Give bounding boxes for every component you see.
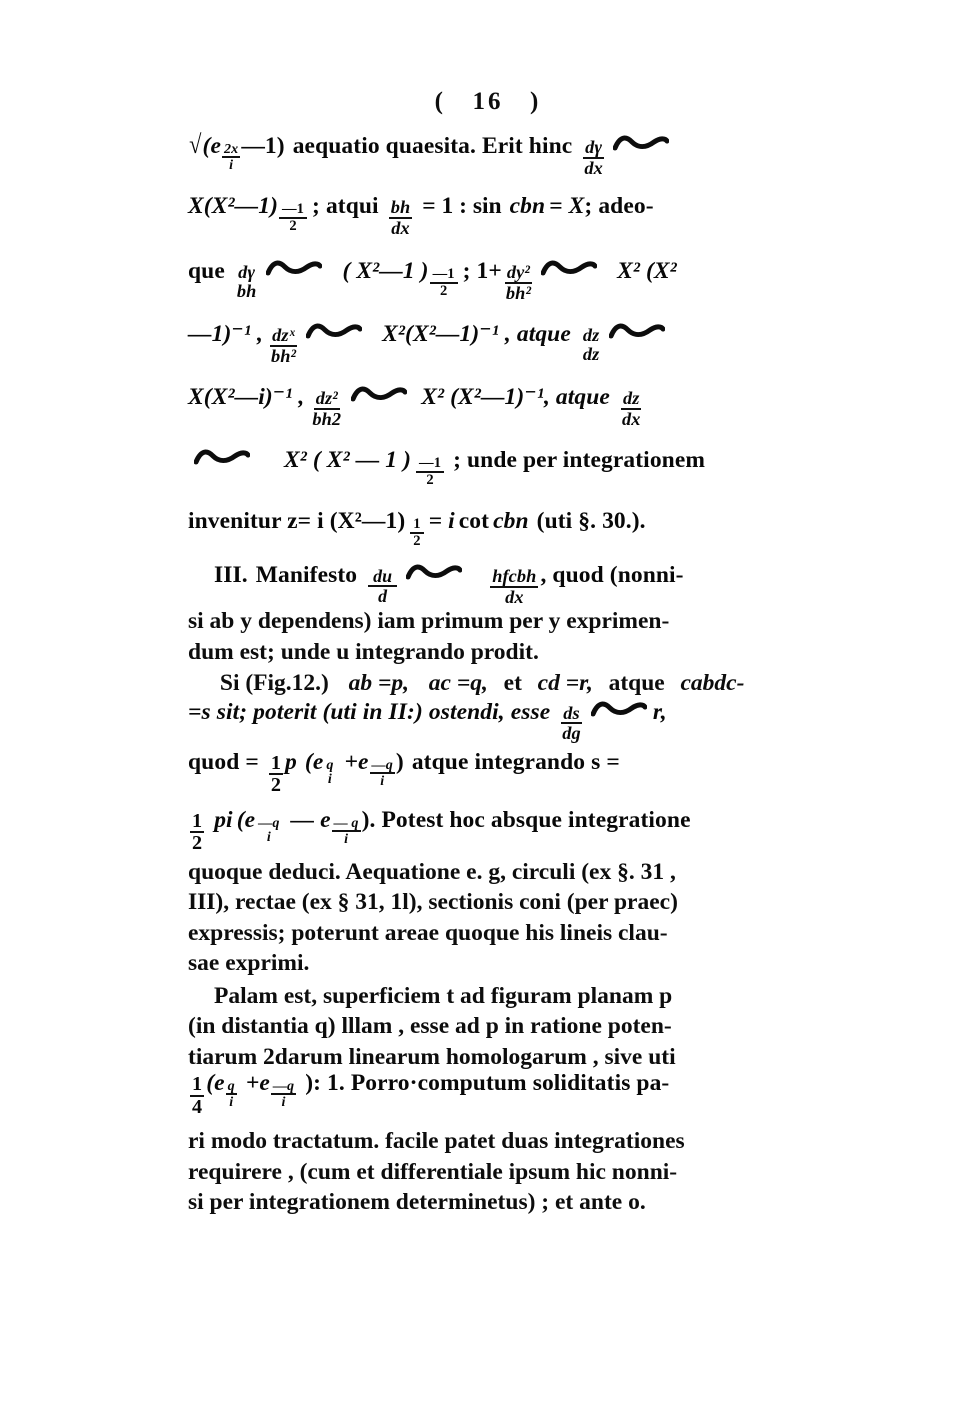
proportional-squiggle-icon [609,321,665,341]
fig12-atque: atque [608,670,665,696]
math-line-7-equality: = i [428,508,455,534]
prose-line: sae exprimi. [188,950,310,976]
math-line-12-tail: atque integrando s = [411,748,620,775]
prose-line: ri modo tractatum. facile patet duas integrationes [188,1128,685,1154]
fig12-lead: Si (Fig.12.) [219,670,329,696]
proportional-squiggle-icon [194,447,250,467]
proportional-squiggle-icon [351,384,407,404]
segment-ab-value: =p, [378,670,410,696]
page-number-open-paren: ( [434,88,446,115]
segment-ac-value: =q, [456,670,488,696]
fraction-dz-dx: $\frac{dz}{dx}$ [621,388,641,429]
fraction-bh-dx: $\frac{bh}{dx}$ [390,197,411,238]
math-line-2-cbn: cbn [509,193,546,219]
prose-line: quoque deduci. Aequatione e. g, circuli (ex §. 31 , [188,858,676,885]
math-line-13 [188,806,804,857]
math-line-20-close: ) [305,1070,314,1096]
math-line-6-tail: ; unde per integrationem [453,447,706,473]
prose-line: tiarum 2darum linearum homologarum , sive uti [188,1043,676,1070]
math-line-13-pi: pi [214,806,233,833]
fig12-et: et [503,670,522,696]
segment-cd: cd [537,670,560,696]
math-line-2-semi: ; atqui [312,193,379,219]
math-line-12-close: ) [395,748,404,775]
exponent-minus-one-half-b: $\frac{—1}{2}$ [430,267,458,298]
math-line-2-equality-2: = X [549,193,585,219]
fraction-dzx-bh2: $\frac{\text{dzˣ}}{\text{bh²}}$ [270,325,297,366]
fraction-dgamma-bh: dγ bh [236,262,257,301]
math-line-12-p: p [285,748,297,775]
prose-line [188,981,804,1012]
math-line-5-mid: X² (X²—1)⁻¹, atque [421,384,610,410]
math-line-1-text: aequatio quaesita. Erit hinc [292,133,573,159]
math-line-8-tail: , quod (nonni- [540,562,684,588]
paragraph-palam-est [188,981,804,1073]
fraction-one-half-b: $\frac{1}{2}$ [192,809,203,855]
math-line-4 [188,321,804,384]
exponent-minus-q-over-i-b: —q i [258,814,280,845]
fraction-ds-dg: $\frac{ds}{dg}$ [562,702,581,744]
prose-line-fig12 [188,668,804,699]
prose-line: III), rectae (ex § 31, 1l), sectionis coni (per praec) [188,889,678,915]
math-line-3-semi: ; 1+ [462,258,502,284]
fraction-one-half-a: $\frac{1}{2}$ [270,751,282,797]
math-line-20-open: (e [206,1070,225,1096]
math-line-11-tail: r, [652,698,667,725]
math-line-1-open: (e [202,133,222,159]
math-line-13-close: ) [361,806,370,833]
paragraph-aequatione [188,857,804,979]
exponent-one-half: $\frac{1}{2}$ [410,517,423,548]
fraction-dy2-bh2: $\frac{\text{dy²}}{\text{bh²}}$ [505,262,532,303]
prose-line: requirere , (cum et differentiale ipsum hic nonni- [188,1158,678,1185]
math-line-12-plus: +e [344,748,369,775]
page-number-value: 16 [472,88,504,115]
math-line-7-lead: invenitur z= i (X²—1) [188,508,406,534]
proportional-squiggle-icon [591,699,647,719]
math-line-2 [188,195,804,258]
exponent-minus-q-over-i-c: $\frac{— q}{i}$ [333,814,359,847]
math-line-20-tail: : 1. Porro·computum soliditatis pa- [313,1070,670,1096]
fraction-dgamma-dx: $\frac{d\gamma}{dx}$ [584,137,603,178]
math-line-8 [188,562,804,606]
fraction-du-d: $\frac{du}{d}$ [368,567,397,605]
math-line-13-open: (e [236,806,256,833]
math-line-7-cbn: cbn [493,508,529,534]
math-line-13-minus: — e [290,806,331,833]
segment-cabdc: cabdc- [680,670,745,696]
math-line-2-lhs: X(X²—1) [188,193,278,219]
paragraph-III-body [188,606,804,667]
math-line-6 [188,447,804,510]
math-line-13-tail: . Potest hoc absque integratione [369,806,691,833]
math-line-20-plus: +e [245,1070,270,1096]
fraction-dz-dz: dz dz [582,325,600,364]
proportional-squiggle-icon [266,258,322,278]
math-line-2-tail: ; adeo- [584,193,654,219]
math-line-12 [188,748,804,809]
page-number [0,88,976,116]
math-line-7 [188,510,804,562]
math-line-6-expr: X² ( X² — 1 ) [284,447,412,473]
math-line-7-tail: (uti §. 30.). [536,508,646,534]
proportional-squiggle-icon [306,321,362,341]
math-line-3 [188,258,804,321]
fraction-hfcbh-dx: $\frac{\text{hfcbh}}{dx}$ [492,566,537,607]
math-line-11-lead: =s sit; poterit (uti in II:) ostendi, esse [188,698,551,725]
math-line-1 [188,132,804,195]
math-line-3-paren: ( X²—1 ) [342,258,429,284]
segment-cd-value: =r, [565,670,593,696]
fraction-one-quarter: $\frac{1}{4}$ [192,1073,203,1118]
prose-line-text: Palam est, superficiem t ad figuram planam p [214,982,673,1009]
math-line-5-lead: X(X²—i)⁻¹ , [188,384,305,410]
fraction-dz2-bh2: $\frac{\text{dz²}}{bh2}$ [312,388,342,429]
segment-ab: ab [348,670,373,696]
math-line-3-que: que [188,258,225,284]
prose-line: si ab y dependens) iam primum per y exprimen- [188,608,670,634]
prose-line: expressis; poterunt areae quoque his lineis clau- [188,919,668,946]
math-line-7-cot: cot [458,508,490,534]
exponent-q-over-i-a: q i [326,756,334,787]
math-line-11 [188,699,804,751]
proportional-squiggle-icon [406,562,462,582]
proportional-squiggle-icon [541,258,597,278]
math-line-1-minus-one: —1) [241,133,285,159]
exponent-minus-q-over-i-d: $\frac{—q}{i}$ [272,1078,295,1111]
math-line-12-open: (e [304,748,324,775]
math-line-20 [188,1072,804,1126]
math-line-4-lead: —1)⁻¹ , [188,321,263,347]
math-line-8-word: Manifesto [255,562,358,588]
text-column [188,132,804,1218]
math-line-2-equality: = 1 : sin [422,193,502,219]
proportional-squiggle-icon [613,133,669,153]
exponent-2x-over-i: $\frac{2x}{i}$ [224,141,239,174]
math-line-5 [188,384,804,447]
exponent-minus-q-over-i-a: $\frac{—q}{i}$ [371,756,393,789]
exponent-q-over-i-b: $\frac{q}{i}$ [227,1078,235,1111]
exponent-minus-one-half-a: $\frac{—1}{2}$ [279,202,307,233]
radical-icon: √ [189,130,202,159]
page-number-close-paren: ) [530,88,542,115]
prose-line: si per integrationem determinetus) ; et ante o. [188,1189,646,1215]
math-line-12-lead: quod = [188,748,259,775]
math-line-3-tail: X² (X² [617,258,677,284]
paragraph-fig12 [188,668,804,699]
math-line-4-mid: X²(X²—1)⁻¹ , atque [382,321,571,347]
exponent-minus-one-half-c: $\frac{—1}{2}$ [416,456,444,487]
paragraph-numeral-III: III. [214,562,248,588]
prose-line: (in distantia q) lllam , esse ad p in ratione poten- [188,1013,672,1039]
prose-line: dum est; unde u integrando prodit. [188,638,539,665]
segment-ac: ac [428,670,451,696]
paragraph-porro [188,1126,804,1218]
